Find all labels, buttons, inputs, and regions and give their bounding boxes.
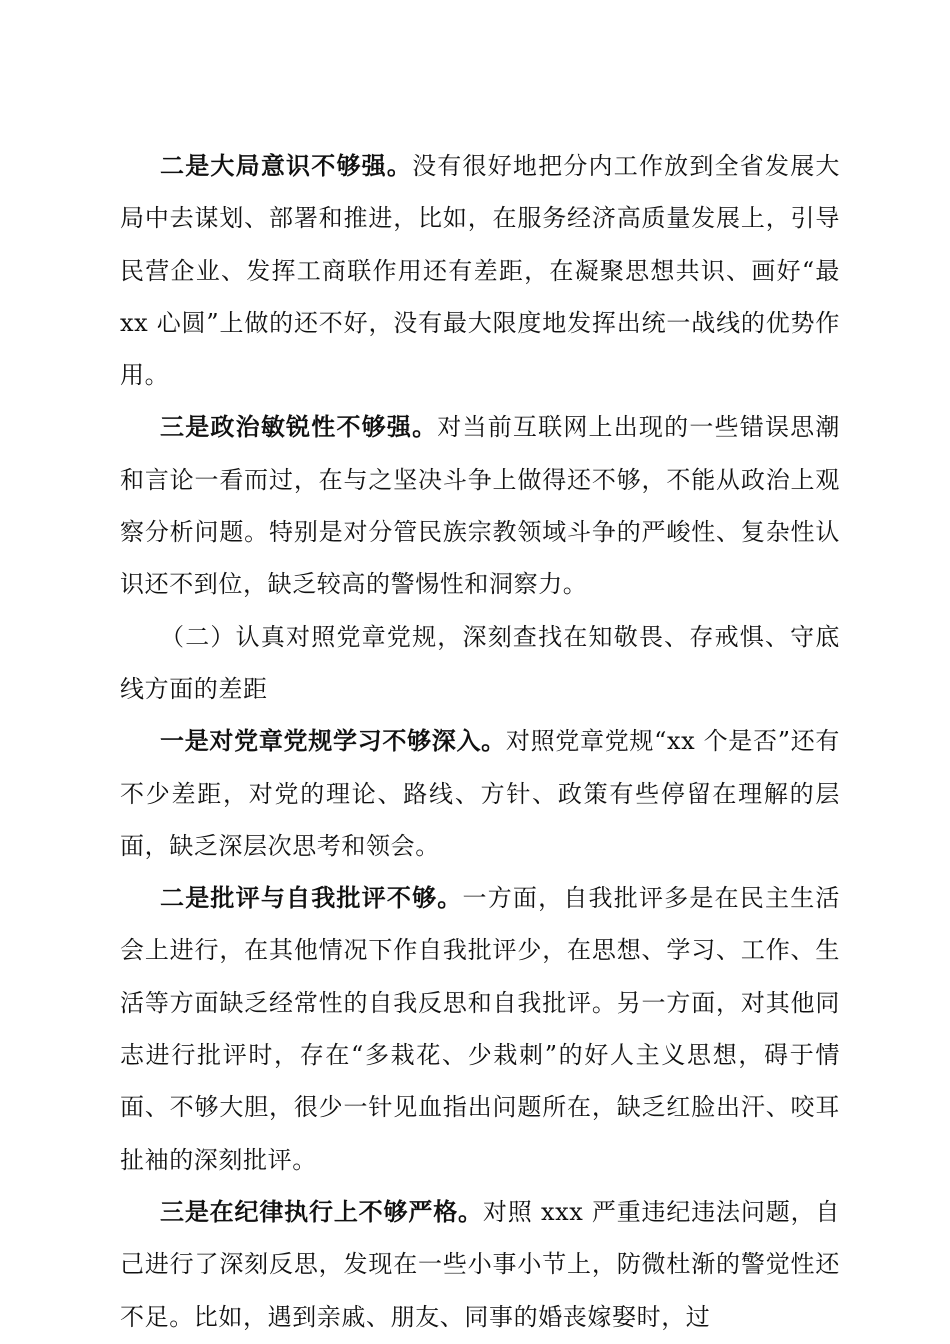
paragraph-text: 一方面，自我批评多是在民主生活会上进行，在其他情况下作自我批评少，在思想、学习、工作、生活等方面缺乏经常性的自我反思和自我批评。另一方面，对其他同志进行批评时，存在“多栽花、少栽刺”的好人主义思想，碍于情面、不够大胆，很少一针见血指出问题所在，缺乏红脸出汗、咬耳扯袖的深刻批评。: [120, 884, 841, 1174]
paragraph-lead: 二是批评与自我批评不够。: [160, 883, 463, 913]
paragraph-overall-awareness: [120, 140, 840, 401]
paragraph-text: 对当前互联网上出现的一些错误思潮和言论一看而过，在与之坚决斗争上做得还不够，不能从政治上观察分析问题。特别是对分管民族宗教领域斗争的严峻性、复杂性认识还不到位，缺乏较高的警惕性和洞察力。: [120, 413, 840, 599]
paragraph-criticism: [120, 872, 840, 1186]
section-heading: [120, 611, 840, 716]
paragraph-party-rules-study: [120, 715, 840, 872]
paragraph-lead: 三是政治敏锐性不够强。: [160, 412, 438, 442]
paragraph-lead: 三是在纪律执行上不够严格。: [160, 1196, 483, 1226]
section-heading-text: （二）认真对照党章党规，深刻查找在知敬畏、存戒惧、守底线方面的差距: [120, 622, 840, 703]
paragraph-lead: 一是对党章党规学习不够深入。: [160, 726, 506, 756]
paragraph-lead: 二是大局意识不够强。: [160, 151, 413, 180]
paragraph-political-sensitivity: [120, 401, 840, 610]
paragraph-discipline: [120, 1186, 840, 1343]
paragraph-text: 对照 xxx 严重违纪违法问题，自己进行了深刻反思，发现在一些小事小节上，防微杜渐的警觉性还不足。比如，遇到亲戚、朋友、同事的婚丧嫁娶时，过: [120, 1197, 840, 1331]
document-body: [120, 140, 840, 1343]
paragraph-text: 对照党章党规“xx 个是否”还有不少差距，对党的理论、路线、方针、政策有些停留在理解的层面，缺乏深层次思考和领会。: [120, 727, 840, 860]
paragraph-text: 没有很好地把分内工作放到全省发展大局中去谋划、部署和推进，比如，在服务经济高质量发展上，引导民营企业、发挥工商联作用还有差距，在凝聚思想共识、画好“最 xx 心圆”上做的还不好，没有最大限度地发挥出统一战线的优势作用。: [120, 152, 840, 390]
